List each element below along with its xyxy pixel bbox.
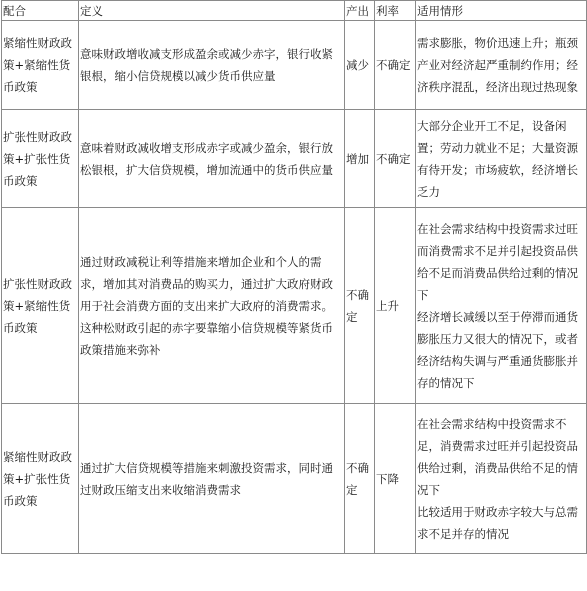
header-conditions: 适用情形	[416, 1, 587, 21]
condition-text: 大部分企业开工不足，设备闲置；劳动力就业不足；大量资源有待开发；市场疲软，经济增长乏力	[417, 118, 578, 199]
header-row	[2, 1, 587, 21]
combo-cell: 扩张性财政政策+扩张性货币政策	[2, 110, 79, 208]
output-cell: 减少	[345, 21, 375, 110]
policy-mix-table	[1, 0, 587, 554]
output-cell: 不确定	[345, 208, 375, 404]
output-cell: 不确定	[345, 404, 375, 554]
header-combo: 配合	[2, 1, 79, 21]
definition-cell: 意味财政增收减支形成盈余或减少赤字，银行收紧银根，缩小信贷规模以减少货币供应量	[79, 21, 345, 110]
combo-cell: 扩张性财政政策+紧缩性货币政策	[2, 208, 79, 404]
table-row	[2, 21, 587, 110]
definition-cell: 意味着财政减收增支形成赤字或减少盈余，银行放松银根，扩大信贷规模，增加流通中的货币供应量	[79, 110, 345, 208]
rate-cell: 不确定	[375, 21, 416, 110]
combo-cell: 紧缩性财政政策+紧缩性货币政策	[2, 21, 79, 110]
header-output: 产出	[345, 1, 375, 21]
output-cell: 增加	[345, 110, 375, 208]
header-rate: 利率	[375, 1, 416, 21]
condition-text: 在社会需求结构中投资需求不足，消费需求过旺并引起投资品供给过剩，消费品供给不足的情况下	[417, 416, 578, 497]
conditions-cell	[416, 110, 587, 208]
table-row	[2, 110, 587, 208]
rate-cell: 下降	[375, 404, 416, 554]
conditions-cell	[416, 208, 587, 404]
condition-text: 比较适用于财政赤字较大与总需求不足并存的情况	[417, 504, 578, 541]
condition-text: 在社会需求结构中投资需求过旺而消费需求不足并引起投资品供给不足而消费品供给过剩的情况下	[417, 221, 578, 302]
condition-text: 经济增长减缓以至于停滞而通货膨胀压力又很大的情况下，或者经济结构失调与严重通货膨胀并存的情况下	[417, 309, 578, 390]
table-row	[2, 404, 587, 554]
header-definition: 定义	[79, 1, 345, 21]
rate-cell: 上升	[375, 208, 416, 404]
rate-cell: 不确定	[375, 110, 416, 208]
condition-text: 需求膨胀，物价迅速上升；瓶颈产业对经济起严重制约作用；经济秩序混乱，经济出现过热现象	[417, 36, 578, 94]
combo-cell: 紧缩性财政政策+扩张性货币政策	[2, 404, 79, 554]
conditions-cell	[416, 404, 587, 554]
definition-cell: 通过扩大信贷规模等措施来刺激投资需求，同时通过财政压缩支出来收缩消费需求	[79, 404, 345, 554]
definition-cell: 通过财政减税让利等措施来增加企业和个人的需求，增加其对消费品的购买力，通过扩大政府财政用于社会消费方面的支出来扩大政府的消费需求。这种松财政引起的赤字要靠缩小信贷规模等紧货币政策措施来弥补	[79, 208, 345, 404]
table-row	[2, 208, 587, 404]
conditions-cell	[416, 21, 587, 110]
